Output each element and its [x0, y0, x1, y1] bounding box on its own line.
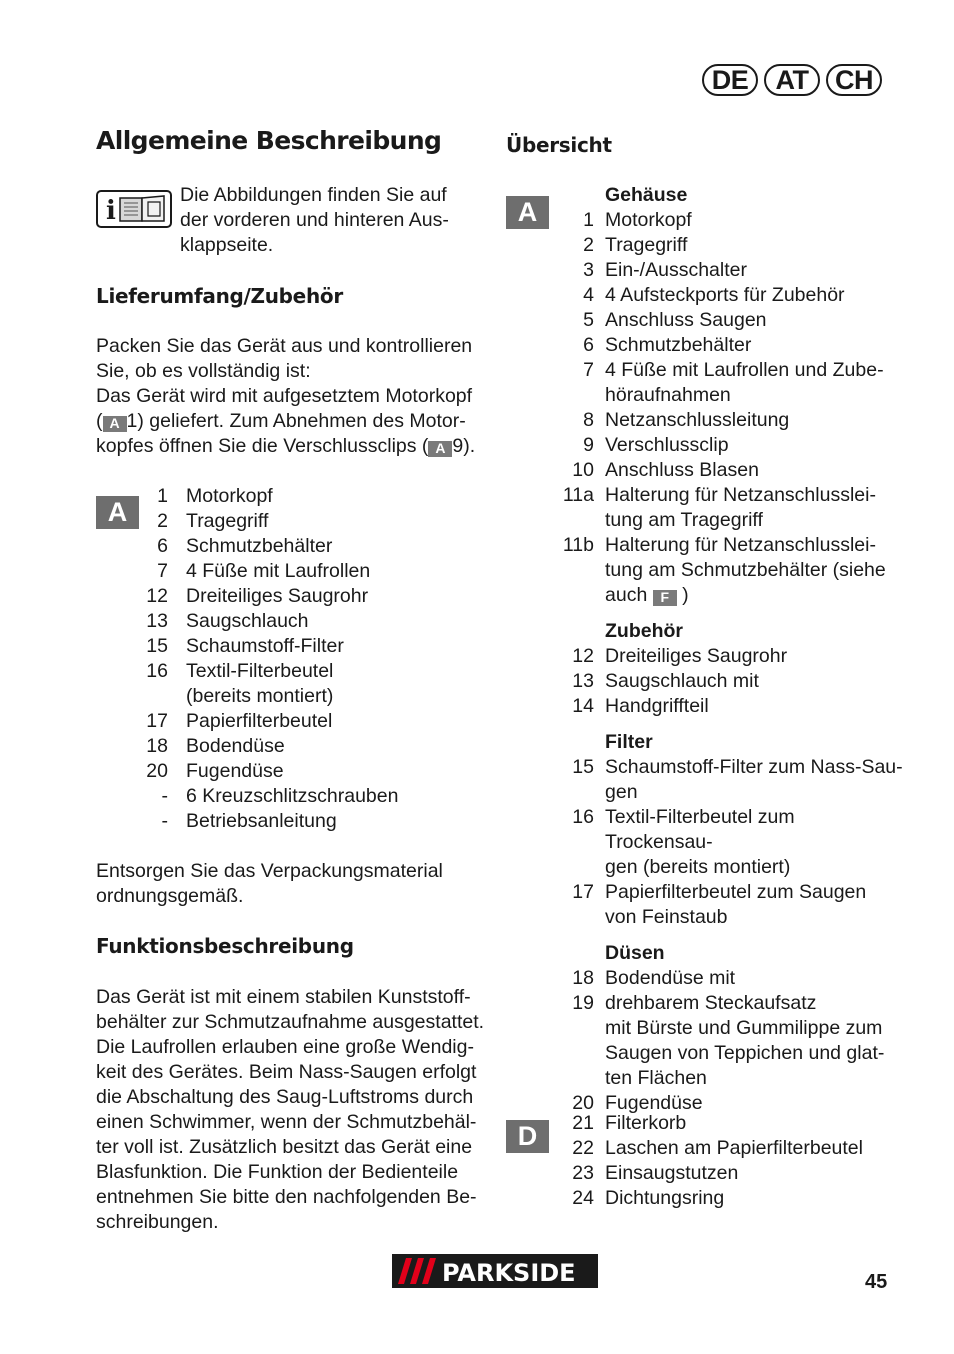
brand-name: PARKSIDE [442, 1259, 576, 1287]
list-item [96, 634, 486, 659]
list-item [96, 684, 486, 709]
scope-text: 9). [452, 435, 476, 457]
item-number: 9 [583, 434, 594, 456]
scope-line [96, 409, 496, 434]
item-number [96, 684, 168, 709]
list-item [96, 584, 486, 609]
item-label: 6 Kreuzschlitzschrauben [186, 785, 399, 807]
item-label: von Feinstaub [605, 906, 728, 928]
function-line: ter voll ist. Zusätzlich besitzt das Gerät eine [96, 1136, 473, 1158]
item-label: Textil-Filterbeutel zum Trockensau- [605, 806, 795, 853]
item-number [506, 1066, 594, 1091]
list-item [506, 208, 905, 233]
function-line: einen Schwimmer, wenn der Schmutzbehäl- [96, 1111, 477, 1133]
item-number: 6 [157, 535, 168, 557]
function-line: die Abschaltung des Saug-Luftstroms durch [96, 1086, 474, 1108]
page-number: 45 [865, 1271, 888, 1293]
item-number: 16 [572, 806, 594, 828]
dispose-line: ordnungsgemäß. [96, 885, 244, 907]
item-number: 21 [572, 1112, 594, 1134]
scope-heading: Lieferumfang/Zubehör [96, 284, 343, 308]
list-item [506, 669, 905, 694]
list-item [506, 1136, 905, 1161]
spacer [506, 730, 594, 755]
scope-text: 1) geliefert. Zum Abnehmen des Motor- [126, 410, 466, 432]
list-item [506, 1041, 905, 1066]
item-number [506, 905, 594, 930]
item-label: Anschluss Blasen [605, 459, 759, 481]
item-number [506, 1041, 594, 1066]
function-line: Blasfunktion. Die Funktion der Bedienteile [96, 1161, 459, 1183]
list-item [96, 709, 486, 734]
item-label: gen [605, 781, 638, 803]
item-number [506, 383, 594, 408]
list-item [96, 509, 486, 534]
group-heading: Zubehör [605, 620, 683, 642]
function-line: Das Gerät ist mit einem stabilen Kunststoff- [96, 986, 471, 1008]
item-label: tung am Tragegriff [605, 509, 763, 531]
item-number [506, 855, 594, 880]
item-number: 4 [583, 284, 594, 306]
item-number: 20 [572, 1092, 594, 1114]
list-item [96, 559, 486, 584]
list-item [96, 659, 486, 684]
info-line: Die Abbildungen finden Sie auf [180, 184, 447, 206]
item-number: 24 [572, 1187, 594, 1209]
list-item [506, 855, 905, 880]
item-number: - [161, 810, 168, 832]
item-label: Fugendüse [186, 760, 284, 782]
item-label: Papierfilterbeutel [186, 710, 333, 732]
list-item [506, 558, 905, 583]
item-number: 2 [157, 510, 168, 532]
parkside-logo [392, 1254, 598, 1292]
item-number: 18 [572, 967, 594, 989]
country-de: DE [702, 64, 758, 96]
item-number: 18 [146, 735, 168, 757]
figure-ref-f: F [653, 590, 677, 606]
item-number: 7 [157, 560, 168, 582]
list-item [506, 308, 905, 333]
item-number: 5 [583, 309, 594, 331]
item-number: 11a [562, 484, 594, 506]
info-line: der vorderen und hinteren Aus- [180, 209, 449, 231]
overview-group [506, 183, 905, 608]
item-number: 11b [562, 534, 594, 556]
item-number: 13 [572, 670, 594, 692]
item-label: Einsaugstutzen [605, 1162, 739, 1184]
list-item [506, 1161, 905, 1186]
item-label: Dreiteiliges Saugrohr [186, 585, 369, 607]
scope-line: Sie, ob es vollständig ist: [96, 360, 311, 382]
scope-line: Packen Sie das Gerät aus und kontrollieren [96, 335, 473, 357]
list-item [506, 258, 905, 283]
item-label: Saugschlauch [186, 610, 309, 632]
list-item [506, 694, 905, 719]
figure-badge-d: D [506, 1120, 549, 1153]
item-label: Fugendüse [605, 1092, 703, 1114]
item-number: - [161, 785, 168, 807]
function-line: keit des Gerätes. Beim Nass-Saugen erfolgt [96, 1061, 477, 1083]
item-label: Verschlussclip [605, 434, 729, 456]
list-item [506, 1016, 905, 1041]
item-number: 23 [572, 1162, 594, 1184]
overview-list-d [506, 1111, 905, 1211]
item-number: 1 [583, 209, 594, 231]
list-item [506, 805, 905, 855]
scope-text: ( [96, 410, 103, 432]
list-item [506, 458, 905, 483]
item-label: Dichtungsring [605, 1187, 725, 1209]
country-selector [702, 64, 882, 96]
item-number: 22 [572, 1137, 594, 1159]
item-label: Schmutzbehälter [186, 535, 333, 557]
item-label: Saugen von Teppichen und glat- [605, 1042, 885, 1064]
item-label: Netzanschlussleitung [605, 409, 790, 431]
item-label: Dreiteiliges Saugrohr [605, 645, 788, 667]
group-heading: Gehäuse [605, 184, 688, 206]
function-line: schreibungen. [96, 1211, 219, 1233]
item-label: Anschluss Saugen [605, 309, 767, 331]
list-item [506, 1111, 905, 1136]
item-label: Tragegriff [605, 234, 688, 256]
item-label: Halterung für Netzanschlusslei- [605, 534, 876, 556]
item-label: Ein-/Ausschalter [605, 259, 747, 281]
list-item [506, 483, 905, 508]
list-item [506, 644, 905, 669]
svg-text:i: i [106, 196, 116, 226]
item-label: tung am Schmutzbehälter (siehe [605, 559, 886, 581]
overview-group [506, 619, 905, 719]
list-item [506, 880, 905, 905]
overview-list [506, 183, 905, 1116]
see-also-text: ) [682, 584, 689, 606]
item-label: Bodendüse [186, 735, 285, 757]
item-number: 20 [146, 760, 168, 782]
country-at: AT [764, 64, 820, 96]
item-label: Papierfilterbeutel zum Saugen [605, 881, 867, 903]
list-item [506, 433, 905, 458]
item-label: Betriebsanleitung [186, 810, 337, 832]
list-item [506, 991, 905, 1016]
function-paragraph [96, 985, 496, 1235]
list-item [506, 408, 905, 433]
list-item [506, 383, 905, 408]
item-number: 2 [583, 234, 594, 256]
item-number: 10 [572, 459, 594, 481]
function-heading: Funktionsbeschreibung [96, 934, 354, 958]
group-heading-row [506, 941, 905, 966]
item-label: gen (bereits montiert) [605, 856, 791, 878]
list-item [96, 759, 486, 784]
item-label: (bereits montiert) [186, 685, 334, 707]
item-label: höraufnahmen [605, 384, 731, 406]
figure-ref-a: A [428, 441, 452, 457]
group-heading-row [506, 183, 905, 208]
item-number: 16 [146, 660, 168, 682]
item-label: ten Flächen [605, 1067, 707, 1089]
list-item [96, 734, 486, 759]
item-label: mit Bürste und Gummilippe zum [605, 1017, 883, 1039]
item-number: 17 [146, 710, 168, 732]
item-number: 17 [572, 881, 594, 903]
scope-line: Das Gerät wird mit aufgesetztem Motorkopf [96, 385, 473, 407]
info-book-icon [96, 190, 172, 232]
item-label: Filterkorb [605, 1112, 687, 1134]
figure-ref-a: A [103, 416, 127, 432]
item-label: Schaumstoff-Filter [186, 635, 344, 657]
item-number: 12 [146, 585, 168, 607]
see-also-text: auch [605, 584, 648, 606]
country-ch: CH [826, 64, 882, 96]
list-item [506, 508, 905, 533]
list-item [506, 358, 905, 383]
item-label: Halterung für Netzanschlusslei- [605, 484, 876, 506]
item-label: Tragegriff [186, 510, 269, 532]
group-heading-row [506, 730, 905, 755]
item-label: Laschen am Papierfilterbeutel [605, 1137, 863, 1159]
figure-badge-a: A [506, 196, 549, 229]
item-number: 15 [572, 756, 594, 778]
item-number: 3 [583, 259, 594, 281]
item-number: 8 [583, 409, 594, 431]
item-label [594, 583, 905, 608]
list-item [506, 780, 905, 805]
list-item [96, 534, 486, 559]
page-title: Allgemeine Beschreibung [96, 126, 442, 155]
group-heading: Düsen [605, 942, 665, 964]
item-number: 19 [572, 992, 594, 1014]
item-number [506, 508, 594, 533]
item-number [506, 558, 594, 583]
overview-group [506, 941, 905, 1116]
list-item [506, 1186, 905, 1211]
list-item [506, 283, 905, 308]
spacer [506, 183, 594, 208]
function-line: entnehmen Sie bitte den nachfolgenden Be- [96, 1186, 477, 1208]
group-heading: Filter [605, 731, 653, 753]
list-item [96, 809, 486, 834]
info-text [180, 183, 449, 258]
list-item [506, 905, 905, 930]
list-item [506, 333, 905, 358]
dispose-line: Entsorgen Sie das Verpackungsmaterial [96, 860, 443, 882]
item-number: 15 [146, 635, 168, 657]
list-item [506, 966, 905, 991]
item-number: 1 [157, 485, 168, 507]
item-number: 12 [572, 645, 594, 667]
list-item [506, 583, 905, 608]
item-label: Motorkopf [605, 209, 692, 231]
scope-line [96, 434, 496, 459]
scope-list [96, 484, 486, 834]
list-item [96, 609, 486, 634]
item-label: Handgriffteil [605, 695, 709, 717]
item-number: 6 [583, 334, 594, 356]
spacer [506, 941, 594, 966]
dispose-paragraph [96, 859, 443, 909]
spacer [506, 583, 594, 608]
item-label: 4 Aufsteckports für Zubehör [605, 284, 845, 306]
item-label: Schmutzbehälter [605, 334, 752, 356]
list-item [96, 784, 486, 809]
item-label: Saugschlauch mit [605, 670, 759, 692]
function-line: Die Laufrollen erlauben eine große Wendig- [96, 1036, 474, 1058]
item-label: Bodendüse mit [605, 967, 736, 989]
item-label: 4 Füße mit Laufrollen und Zube- [605, 359, 884, 381]
item-number [506, 780, 594, 805]
list-item [506, 533, 905, 558]
item-number: 13 [146, 610, 168, 632]
item-number [506, 1016, 594, 1041]
list-item [96, 484, 486, 509]
info-line: klappseite. [180, 234, 274, 256]
list-item [506, 755, 905, 780]
item-label: drehbarem Steckaufsatz [605, 992, 817, 1014]
function-line: behälter zur Schmutzaufnahme ausgestattet. [96, 1011, 485, 1033]
scope-text: kopfes öffnen Sie die Verschlussclips ( [96, 435, 429, 457]
item-label: Schaumstoff-Filter zum Nass-Sau- [605, 756, 903, 778]
item-number: 14 [572, 695, 594, 717]
scope-paragraph [96, 334, 496, 459]
overview-group [506, 730, 905, 930]
item-label: Motorkopf [186, 485, 273, 507]
item-label: 4 Füße mit Laufrollen [186, 560, 371, 582]
item-number: 7 [583, 359, 594, 381]
group-heading-row [506, 619, 905, 644]
item-label: Textil-Filterbeutel [186, 660, 334, 682]
figure-badge-a: A [96, 496, 139, 529]
list-item [506, 233, 905, 258]
list-item [506, 1066, 905, 1091]
overview-heading: Übersicht [506, 133, 612, 157]
spacer [506, 619, 594, 644]
